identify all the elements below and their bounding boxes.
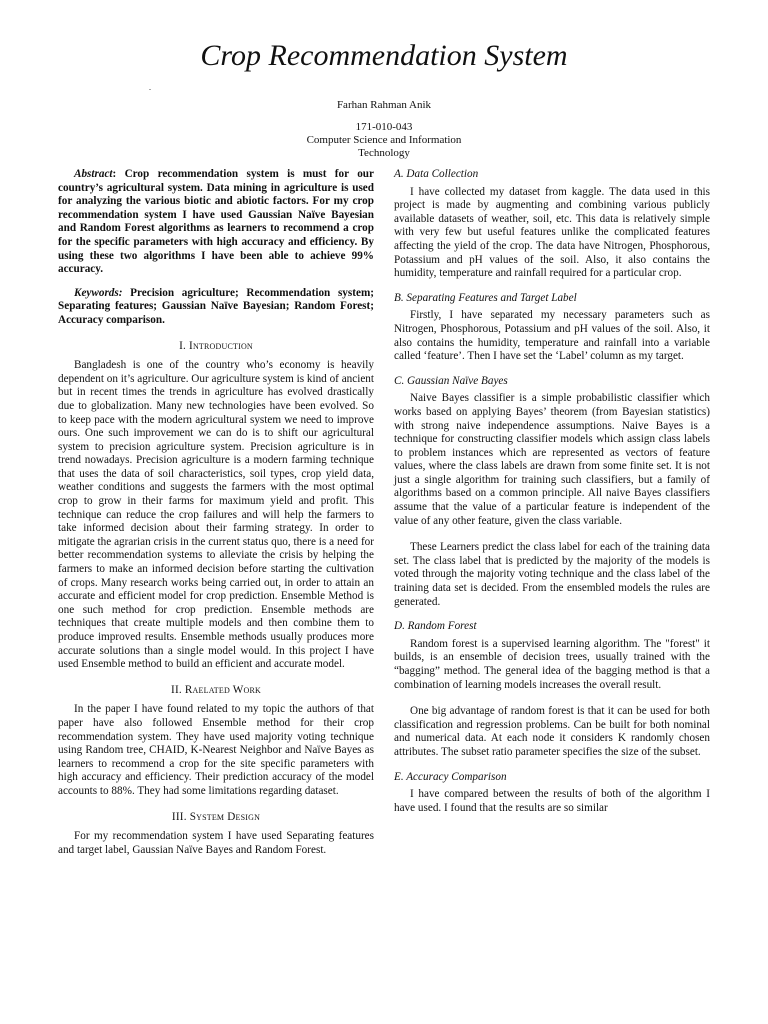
subsection-text-1: Random forest is a supervised learning algorithm. The "forest" it builds, is an ensemble of decision trees, usually trained with the “bagging” method. The general idea of the bagging method is that a combination of learning models increases the overall result. <box>394 637 710 691</box>
subsection-text-2: These Learners predict the class label for each of the training data set. The class label that is predicted by the majority of the models is voted through the majority voting technique and the class label of the training data set is decided. From the ensembled models the rules are generated. <box>394 541 710 608</box>
author-block <box>0 99 768 160</box>
keywords <box>58 287 374 328</box>
subsection-separating-features <box>394 292 710 364</box>
author-dept-line2: Technology <box>358 147 410 159</box>
subsection-heading: A. Data Collection <box>394 168 479 180</box>
section-title: System Design <box>189 810 261 823</box>
keywords-lead: Keywords: <box>74 286 123 299</box>
section-num: II. <box>171 683 182 696</box>
abstract-lead: Abstract <box>74 168 113 180</box>
subsection-accuracy-comparison <box>394 771 710 816</box>
section-title: Raelated Work <box>184 683 261 696</box>
introduction-text: Bangladesh is one of the country who’s economy is heavily dependent on it’s agriculture. Our agriculture system is kind of ancient but in recent times the trends in agriculture has evolved drastically due to globalization. Many new technologies have been evolved. So to keep pace with the modern agricultural system we need to improve ours. One such improvement we can do is to shift our agricultural system to precision agriculture system. Precision agriculture is in trend nowadays. Precision agriculture is a modern farming technique that uses the data of soil characteristics, soil types, crop yield data, weather conditions and suggests the farmers with the most optimal crop to grow in their farms for maximum yield and profit. This technique can reduce the crop failures and will help the farmers to take informed decision about their farming strategy. In order to mitigate the agrarian crisis in the current status quo, there is a need for better recommendation systems to alleviate the crisis by helping the farmers to make an informed decision before starting the cultivation of crops. Many research works being carried out, in order to attain an accurate and efficient model for crop prediction. Ensemble Method is one such method for crop prediction. Ensemble methods are techniques that create multiple models and then combine them to produce improved results. Ensemble methods usually produces more accurate solutions than a single model would. In this project I have used Ensemble method to build an efficient and accurate model. <box>58 359 374 671</box>
subsection-heading: C. Gaussian Naïve Bayes <box>394 374 508 387</box>
author-name: Farhan Rahman Anik <box>336 99 432 111</box>
keywords-text: Precision agriculture; Recommendation system; Separating features; Gaussian Naïve Bayesian; Random Forest; Accuracy comparison. <box>58 286 374 326</box>
system-design-text: For my recommendation system I have used Separating features and target label, Gaussian Naïve Bayes and Random Forest. <box>58 830 374 856</box>
subsection-heading: B. Separating Features and Target Label <box>394 291 577 304</box>
section-heading-system-design <box>58 811 374 825</box>
abstract-text: : Crop recommendation system is must for our country’s agricultural system. Data mining in agriculture is used for analyzing the various biotic and abiotic factors. For my crop recommendation system I have used Gaussian Naïve Bayesian and Random Forest algorithms as learners to recommend a crop for the specific parameters with high accuracy and efficiency. By using these two algorithms I have been able to achieve 99% accuracy. <box>58 168 374 276</box>
related-work-text: In the paper I have found related to my topic the authors of that paper have also followed Ensemble method for their crop recommendation system. They have used majority voting technique using Random tree, CHAID, K-Nearest Neighbor and Naïve Bayes as learners to recommend a crop for the site specific parameters with high accuracy and efficiency. Their prediction accuracy of the model accounts to 88%. They had some limitations regarding dataset. <box>58 703 374 797</box>
stray-mark: . <box>149 83 151 92</box>
section-title: Introduction <box>189 339 253 352</box>
subsection-gaussian-naive-bayes <box>394 375 710 610</box>
author-id: 171-010-043 <box>355 121 413 133</box>
author-dept-line1: Computer Science and Information <box>306 134 462 146</box>
abstract <box>58 168 374 277</box>
section-heading-introduction <box>58 340 374 354</box>
section-heading-related-work <box>58 684 374 698</box>
right-column <box>394 168 710 826</box>
subsection-data-collection <box>394 168 710 281</box>
subsection-text-2: One big advantage of random forest is that it can be used for both classification and regression problems. Can be built for both nominal and numerical data. At each node it considers K randomly chosen attributes. The subset ratio parameter specifies the size of the subset. <box>394 705 710 758</box>
subsection-random-forest <box>394 620 710 759</box>
section-num: I. <box>179 339 187 352</box>
subsection-heading: D. Random Forest <box>394 620 477 633</box>
subsection-text: Firstly, I have separated my necessary parameters such as Nitrogen, Phosphorous, Potassium and pH values of the soil. Also, it also contains the humidity, temperature and rainfall into a variable called ‘feature’. Then I have set the ‘Label’ column as my target. <box>394 309 710 363</box>
subsection-heading: E. Accuracy Comparison <box>394 770 507 783</box>
subsection-text: I have collected my dataset from kaggle. The data used in this project is made by augmenting and combining various publicly available datasets of weather, soil, etc. This data is relatively simple with very few but useful features unlike the complicated features affecting the yield of the crop. The data have Nitrogen, Phosphorous, Potassium and pH values of the soil. Also, it also contains the humidity, temperature and rainfall required for a particular crop. <box>394 185 710 280</box>
paper-title: Crop Recommendation System <box>200 39 568 72</box>
left-column <box>58 168 374 857</box>
section-num: III. <box>171 810 187 823</box>
subsection-text-1: Naive Bayes classifier is a simple probabilistic classifier which works based on applying Bayes’ theorem (from Bayesian statistics) with strong naive independence assumptions. Naive Bayes is a technique for constructing classifier models which assign class labels to problem instances which are represented as vectors of feature values, where the class labels are drawn from some finite set. It is not just a single algorithm for training such classifiers, but a family of algorithms based on a common principle. All naive Bayes classifiers assume that the value of a particular feature is independent of the value of any other feature, given the class variable. <box>394 392 710 527</box>
subsection-text: I have compared between the results of both of the algorithm I have used. I found that the results are so similar <box>394 788 710 814</box>
